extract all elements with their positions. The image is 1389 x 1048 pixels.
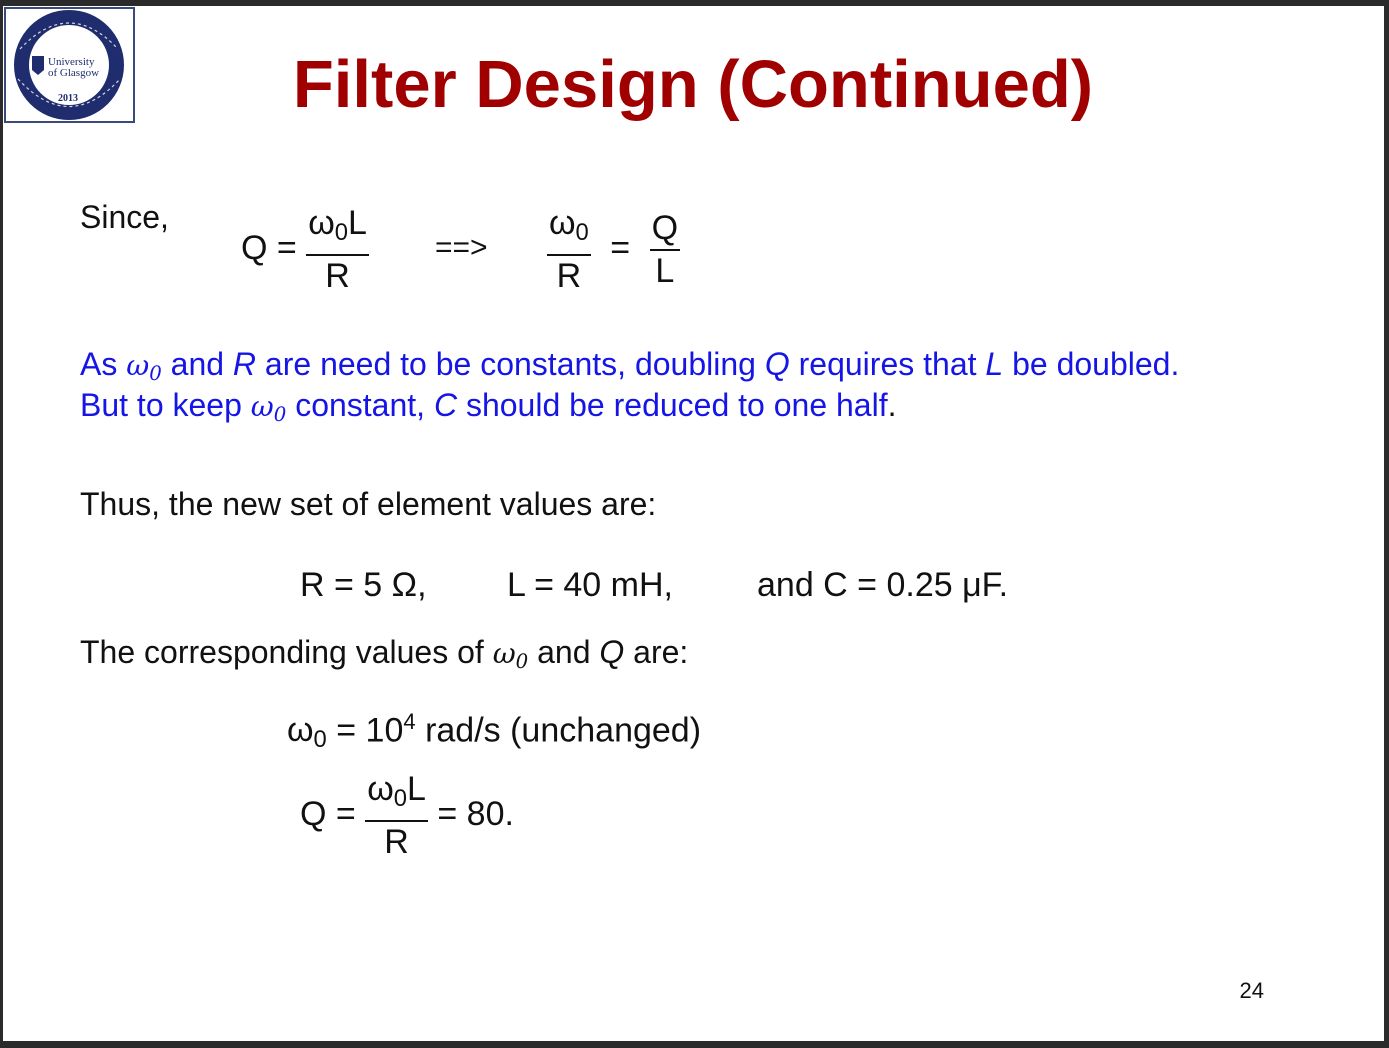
fraction-numerator: Q <box>650 209 680 251</box>
exponent: 4 <box>403 709 416 734</box>
text-segment: are need to be constants, doubling <box>264 346 756 382</box>
text-segment: are: <box>633 634 689 670</box>
fraction-numerator: $\omega_0L$ <box>365 770 428 822</box>
omega-zero-symbol: $\omega_0$ <box>126 349 162 385</box>
since-label: Since, <box>80 199 169 235</box>
fraction-denominator: L <box>655 251 675 290</box>
variable-c: C <box>433 387 458 423</box>
omega-unit: rad/s (unchanged) <box>425 711 702 750</box>
svg-text:University: University <box>48 56 95 68</box>
omega-zero-symbol: $\omega_0$ <box>250 390 287 426</box>
slide-title: Filter Design (Continued) <box>292 47 1094 122</box>
svg-text:of Glasgow: of Glasgow <box>48 67 100 79</box>
text-segment: and <box>537 634 591 670</box>
text-segment: The corresponding values of <box>80 634 484 670</box>
q-fraction <box>306 204 369 296</box>
q-lhs: Q = <box>241 228 297 267</box>
text-segment: and <box>170 346 225 382</box>
corresponding-sentence <box>80 634 688 673</box>
value-l: L = 40 mH, <box>507 566 673 604</box>
fraction-denominator: R <box>384 822 409 861</box>
thus-sentence: Thus, the new set of element values are: <box>80 486 657 522</box>
omega-zero-symbol: $\omega_0$ <box>492 637 529 673</box>
q-over-l-fraction <box>650 209 680 291</box>
text-segment: be doubled. <box>1012 346 1180 382</box>
text-segment: But to keep <box>80 387 242 423</box>
q-result-fraction <box>365 770 428 862</box>
svg-text:2013: 2013 <box>58 93 78 104</box>
university-logo <box>4 7 135 123</box>
text-segment: constant, <box>295 387 426 423</box>
paragraph-line-1 <box>80 346 1179 385</box>
ratio-equation <box>547 204 680 296</box>
text-segment: requires that <box>798 346 977 382</box>
value-r: R = 5 Ω, <box>300 566 427 604</box>
text-segment: should be reduced to one half <box>465 387 888 423</box>
period: . <box>887 387 897 423</box>
variable-q: Q <box>764 346 790 382</box>
implies-arrow: ==> <box>435 231 488 264</box>
q-lhs: Q = <box>300 794 356 833</box>
value-c: and C = 0.25 μF. <box>757 566 1009 604</box>
variable-q: Q <box>599 634 625 670</box>
variable-l: L <box>985 346 1004 382</box>
logo-seal-icon <box>6 9 133 121</box>
slide <box>3 6 1384 1041</box>
fraction-numerator: $\omega_0L$ <box>306 204 369 256</box>
omega-result <box>287 709 701 754</box>
omega-value: = 10 <box>336 711 404 750</box>
q-definition-equation <box>241 204 369 296</box>
q-value: = 80. <box>437 794 514 833</box>
equals-sign: = <box>610 228 631 267</box>
fraction-numerator: $\omega_0$ <box>547 204 591 256</box>
fraction-denominator: R <box>325 256 350 295</box>
w0-over-r-fraction <box>547 204 591 296</box>
variable-r: R <box>232 346 257 382</box>
fraction-denominator: R <box>556 256 582 295</box>
omega-zero-symbol: $\omega_0$ <box>287 711 327 754</box>
page-number: 24 <box>1239 978 1264 1003</box>
q-result <box>300 770 514 862</box>
paragraph-line-2 <box>80 387 896 426</box>
text-segment: As <box>80 346 118 382</box>
